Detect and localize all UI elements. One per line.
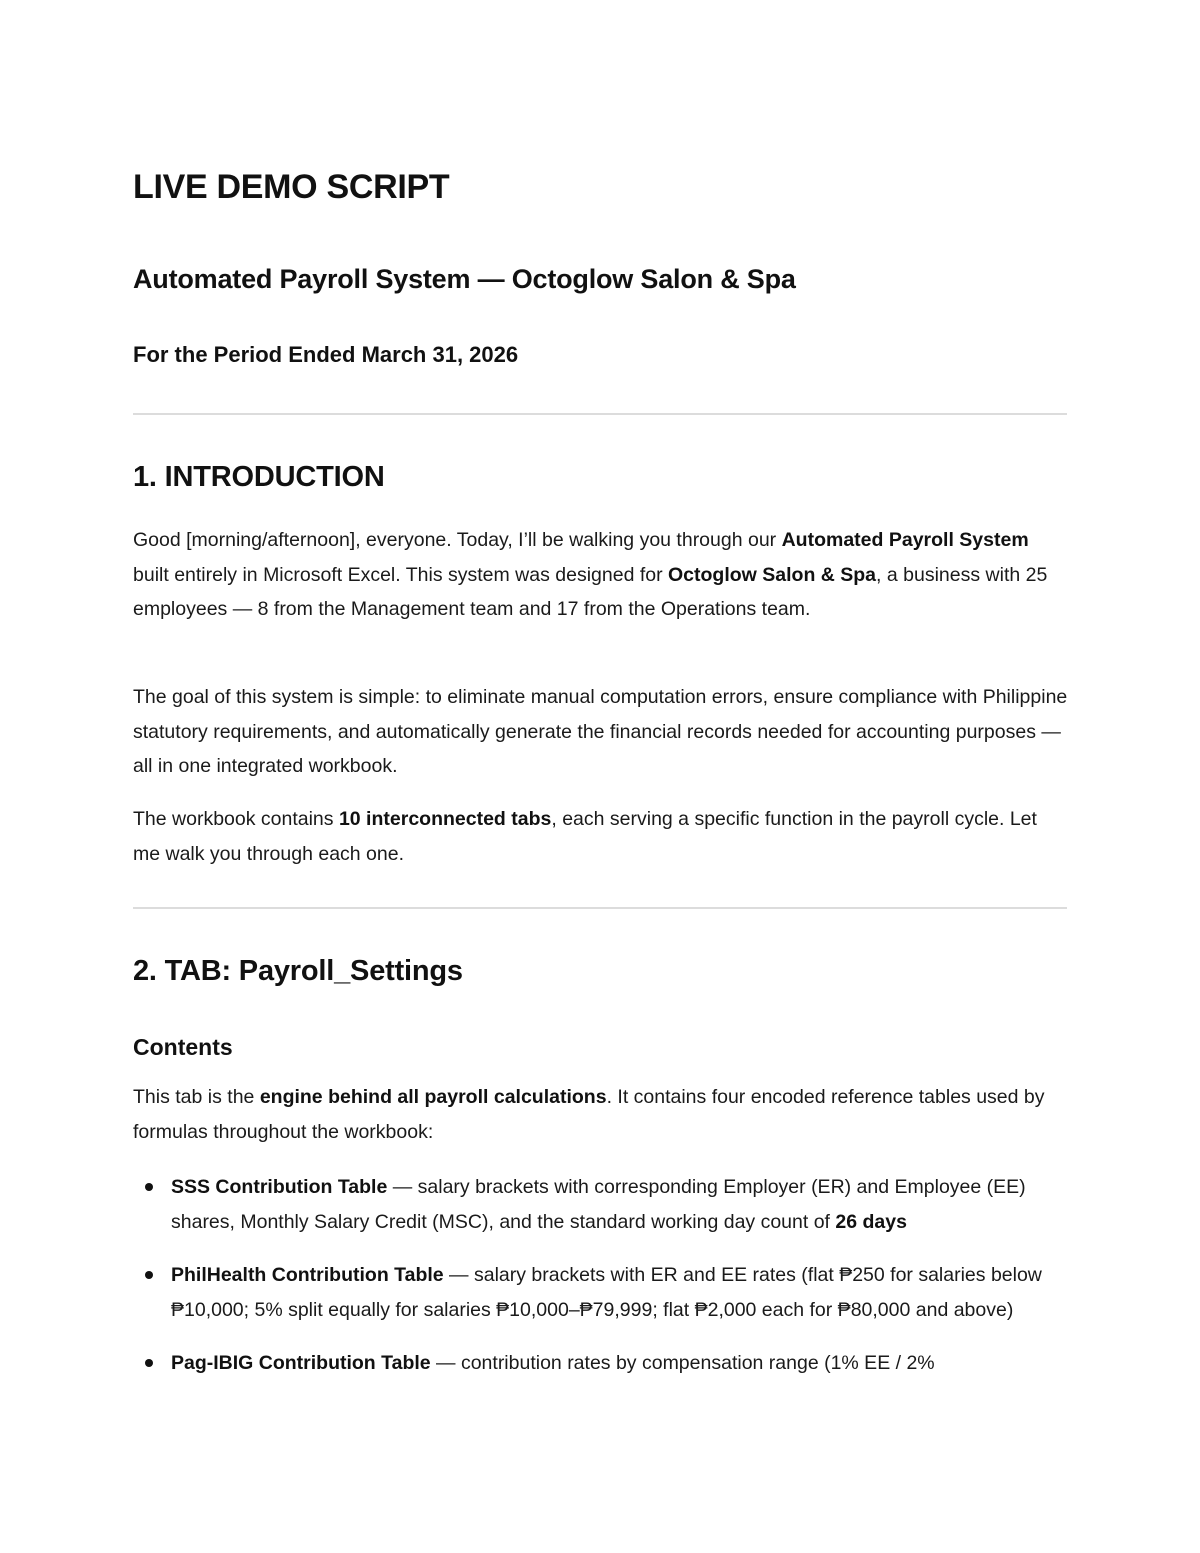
text-run: built entirely in Microsoft Excel. This system was designed for [133, 563, 669, 586]
intro-paragraph-2: The goal of this system is simple: to eliminate manual computation errors, ensure compliance with Philippine statutory requirements, and automatically generate the financial records needed for accounting purposes — all in one integrated workbook. [133, 686, 1068, 777]
document-title: LIVE DEMO SCRIPT [133, 168, 450, 206]
text-run: , a business with 25 employees — 8 from the Management team and 17 from the Operations team. [133, 563, 1048, 620]
section-heading-payroll-settings: 2. TAB: Payroll_Settings [133, 955, 463, 987]
text-run: — contribution rates by compensation range (1% EE / 2% [430, 1352, 935, 1374]
bold-run: PhilHealth Contribution Table [171, 1264, 444, 1286]
bullet-icon [145, 1183, 153, 1191]
reference-table-list [133, 1170, 1068, 1400]
contents-paragraph [133, 1080, 1068, 1149]
text-run: . It contains four encoded reference tables used by formulas throughout the workbook: [133, 1086, 1045, 1143]
list-item [133, 1170, 1068, 1239]
list-item [133, 1346, 1068, 1381]
document-subtitle: Automated Payroll System — Octoglow Salon & Spa [133, 264, 796, 294]
bold-run: Automated Payroll System [781, 529, 1029, 551]
intro-paragraph-3 [133, 802, 1068, 871]
text-run: — salary brackets with ER and EE rates (flat ₱250 for salaries below ₱10,000; 5% split equally for salaries ₱10,000–₱79,999; flat ₱2,000 each for ₱80,000 and above) [171, 1264, 1042, 1321]
bold-run: Octoglow Salon & Spa [668, 563, 877, 586]
text-run: This tab is the [133, 1086, 260, 1108]
subheading-contents: Contents [133, 1034, 233, 1060]
divider [133, 907, 1067, 909]
bold-run: 26 days [835, 1210, 907, 1233]
text-run: The workbook contains [133, 808, 339, 830]
bold-run: Pag-IBIG Contribution Table [171, 1352, 431, 1374]
text-run: Good [morning/afternoon], everyone. Today, I’ll be walking you through our [133, 529, 782, 551]
document-period: For the Period Ended March 31, 2026 [133, 342, 519, 367]
bold-run: engine behind all payroll calculations [259, 1086, 607, 1108]
section-heading-introduction: 1. INTRODUCTION [133, 461, 385, 493]
text-run: , each serving a specific function in the payroll cycle. Let me walk you through each one. [133, 808, 1037, 865]
text-run: — salary brackets with corresponding Employer (ER) and Employee (EE) shares, Monthly Salary Credit (MSC), and the standard working day count of [171, 1176, 1026, 1233]
bullet-icon [145, 1359, 153, 1367]
bullet-icon [145, 1271, 153, 1279]
bold-run: SSS Contribution Table [171, 1176, 388, 1198]
divider [133, 413, 1067, 415]
list-item [133, 1258, 1068, 1327]
intro-paragraph-1 [133, 523, 1068, 627]
bold-run: 10 interconnected tabs [338, 808, 552, 830]
